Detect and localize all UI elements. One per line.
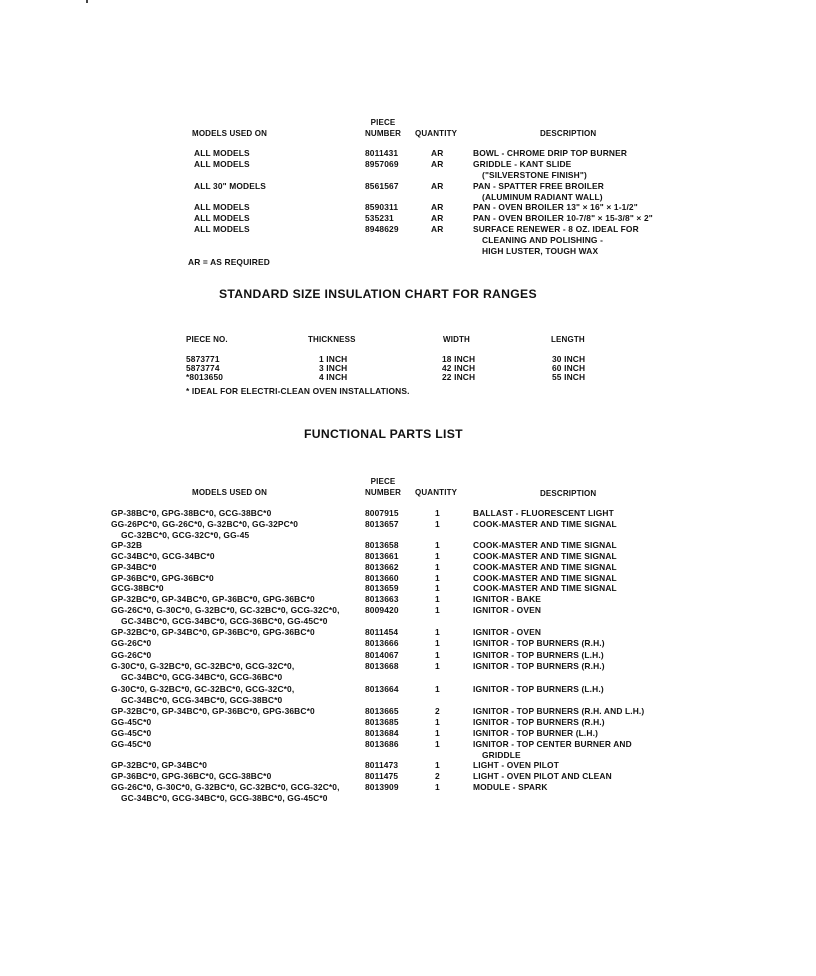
accessory-description: PAN - OVEN BROILER 13" × 16" × 1-1/2"	[473, 202, 638, 212]
fpl-quantity: 1	[435, 661, 440, 671]
fpl-part-number: 8013685	[365, 717, 399, 727]
insulation-width: 18 INCH	[442, 354, 476, 364]
fpl-quantity: 1	[435, 508, 440, 518]
fpl-quantity: 1	[435, 583, 440, 593]
fpl-quantity: 1	[435, 650, 440, 660]
fpl-description: IGNITOR - TOP BURNERS (L.H.)	[473, 650, 604, 660]
piece-header: PIECE	[370, 118, 396, 127]
fpl-models: GCG-38BC*0	[111, 583, 164, 593]
fpl-piece-header: PIECE	[370, 477, 396, 486]
fpl-description: IGNITOR - TOP BURNERS (L.H.)	[473, 684, 604, 694]
models-header: MODELS USED ON	[192, 129, 267, 138]
fpl-description: IGNITOR - OVEN	[473, 605, 542, 615]
accessory-description: PAN - SPATTER FREE BROILER	[473, 181, 604, 191]
functional-title: FUNCTIONAL PARTS LIST	[304, 427, 463, 441]
insulation-length: 30 INCH	[552, 354, 586, 364]
accessory-model: ALL MODELS	[194, 213, 250, 223]
fpl-description: IGNITOR - TOP BURNER (L.H.)	[473, 728, 599, 738]
width-header: WIDTH	[443, 335, 470, 344]
fpl-description-header: DESCRIPTION	[540, 489, 597, 498]
fpl-models: GG-26C*0, G-30C*0, G-32BC*0, GC-32BC*0, GCG-32C*0,	[111, 605, 340, 615]
fpl-description: BALLAST - FLUORESCENT LIGHT	[473, 508, 614, 518]
fpl-models: GG-26PC*0, GG-26C*0, G-32BC*0, GG-32PC*0	[111, 519, 299, 529]
fpl-models: GC-34BC*0, GCG-34BC*0	[111, 551, 215, 561]
fpl-description: IGNITOR - TOP BURNERS (R.H.)	[473, 717, 605, 727]
fpl-part-number: 8013666	[365, 638, 399, 648]
fpl-quantity: 1	[435, 605, 440, 615]
insulation-piece-no: 5873774	[186, 363, 220, 373]
accessory-part-number: 8957069	[365, 159, 399, 169]
accessory-description: (ALUMINUM RADIANT WALL)	[482, 192, 603, 202]
fpl-part-number: 8011454	[365, 627, 399, 637]
fpl-models-header: MODELS USED ON	[192, 488, 267, 497]
fpl-part-number: 8013657	[365, 519, 399, 529]
fpl-quantity: 1	[435, 782, 440, 792]
insulation-width: 42 INCH	[442, 363, 476, 373]
fpl-part-number: 8013659	[365, 583, 399, 593]
fpl-models: GC-34BC*0, GCG-34BC*0, GCG-38BC*0	[121, 695, 283, 705]
length-header: LENGTH	[551, 335, 585, 344]
fpl-quantity: 1	[435, 562, 440, 572]
accessory-description: HIGH LUSTER, TOUGH WAX	[482, 246, 599, 256]
accessory-part-number: 535231	[365, 213, 394, 223]
fpl-part-number: 8013662	[365, 562, 399, 572]
accessory-quantity: AR	[431, 159, 444, 169]
fpl-part-number: 8013663	[365, 594, 399, 604]
accessory-model: ALL MODELS	[194, 159, 250, 169]
accessory-quantity: AR	[431, 148, 444, 158]
accessory-description: GRIDDLE - KANT SLIDE	[473, 159, 572, 169]
accessory-model: ALL MODELS	[194, 224, 250, 234]
fpl-models: GG-26C*0, G-30C*0, G-32BC*0, GC-32BC*0, GCG-32C*0,	[111, 782, 340, 792]
fpl-quantity: 1	[435, 760, 440, 770]
fpl-models: GP-32BC*0, GP-34BC*0, GP-36BC*0, GPG-36BC*0	[111, 627, 315, 637]
fpl-quantity: 1	[435, 717, 440, 727]
fpl-quantity: 1	[435, 638, 440, 648]
fpl-models: G-30C*0, G-32BC*0, GC-32BC*0, GCG-32C*0,	[111, 684, 295, 694]
accessory-description: PAN - OVEN BROILER 10-7/8" × 15-3/8" × 2"	[473, 213, 653, 223]
insulation-thickness: 1 INCH	[319, 354, 348, 364]
fpl-models: GG-45C*0	[111, 717, 152, 727]
fpl-description: COOK-MASTER AND TIME SIGNAL	[473, 573, 617, 583]
insulation-piece-no: 5873771	[186, 354, 220, 364]
accessory-part-number: 8011431	[365, 148, 399, 158]
fpl-models: GP-32BC*0, GP-34BC*0, GP-36BC*0, GPG-36BC*0	[111, 594, 315, 604]
accessory-description: SURFACE RENEWER - 8 OZ. IDEAL FOR	[473, 224, 639, 234]
fpl-quantity: 1	[435, 551, 440, 561]
fpl-quantity: 1	[435, 739, 440, 749]
fpl-models: GC-34BC*0, GCG-34BC*0, GCG-36BC*0, GG-45C*0	[121, 616, 328, 626]
fpl-description: IGNITOR - OVEN	[473, 627, 542, 637]
fpl-quantity: 1	[435, 519, 440, 529]
insulation-thickness: 3 INCH	[319, 363, 348, 373]
fpl-description: GRIDDLE	[482, 750, 521, 760]
fpl-part-number: 8013661	[365, 551, 399, 561]
fpl-description: LIGHT - OVEN PILOT	[473, 760, 559, 770]
accessory-quantity: AR	[431, 213, 444, 223]
fpl-part-number: 8014067	[365, 650, 399, 660]
fpl-models: GP-36BC*0, GPG-36BC*0, GCG-38BC*0	[111, 771, 272, 781]
fpl-part-number: 8013686	[365, 739, 399, 749]
accessory-quantity: AR	[431, 181, 444, 191]
insulation-width: 22 INCH	[442, 372, 476, 382]
fpl-description: LIGHT - OVEN PILOT AND CLEAN	[473, 771, 612, 781]
fpl-description: IGNITOR - TOP BURNERS (R.H.)	[473, 638, 605, 648]
fpl-description: IGNITOR - TOP BURNERS (R.H.)	[473, 661, 605, 671]
fpl-description: MODULE - SPARK	[473, 782, 548, 792]
fpl-quantity: 1	[435, 684, 440, 694]
fpl-description: IGNITOR - BAKE	[473, 594, 542, 604]
accessory-model: ALL 30" MODELS	[194, 181, 266, 191]
fpl-models: GG-45C*0	[111, 728, 152, 738]
accessory-part-number: 8590311	[365, 202, 399, 212]
accessory-quantity: AR	[431, 202, 444, 212]
insulation-piece-no: *8013650	[186, 372, 224, 382]
fpl-part-number: 8009420	[365, 605, 399, 615]
accessory-description: BOWL - CHROME DRIP TOP BURNER	[473, 148, 628, 158]
fpl-number-header: NUMBER	[364, 488, 401, 497]
fpl-quantity: 1	[435, 627, 440, 637]
accessory-description: ("SILVERSTONE FINISH")	[482, 170, 587, 180]
piece-no-header: PIECE NO.	[186, 335, 228, 344]
insulation-length: 55 INCH	[552, 372, 586, 382]
fpl-quantity: 1	[435, 594, 440, 604]
fpl-part-number: 8011475	[365, 771, 399, 781]
fpl-description: COOK-MASTER AND TIME SIGNAL	[473, 583, 617, 593]
accessory-model: ALL MODELS	[194, 202, 250, 212]
insulation-thickness: 4 INCH	[319, 372, 348, 382]
fpl-part-number: 8013664	[365, 684, 399, 694]
quantity-header: QUANTITY	[415, 129, 458, 138]
insulation-length: 60 INCH	[552, 363, 586, 373]
fpl-description: COOK-MASTER AND TIME SIGNAL	[473, 551, 617, 561]
fpl-models: GG-26C*0	[111, 650, 152, 660]
fpl-models: GC-32BC*0, GCG-32C*0, GG-45	[121, 530, 250, 540]
fpl-part-number: 8007915	[365, 508, 399, 518]
fpl-quantity: 1	[435, 728, 440, 738]
fpl-part-number: 8013684	[365, 728, 399, 738]
fpl-part-number: 8013668	[365, 661, 399, 671]
fpl-description: COOK-MASTER AND TIME SIGNAL	[473, 519, 617, 529]
insulation-title: STANDARD SIZE INSULATION CHART FOR RANGES	[219, 287, 537, 301]
accessory-part-number: 8561567	[365, 181, 399, 191]
insulation-note: * IDEAL FOR ELECTRI-CLEAN OVEN INSTALLATIONS.	[186, 386, 410, 396]
fpl-quantity: 2	[435, 771, 440, 781]
corner-mark	[86, 0, 88, 3]
fpl-description: IGNITOR - TOP CENTER BURNER AND	[473, 739, 632, 749]
fpl-quantity: 2	[435, 706, 440, 716]
thickness-header: THICKNESS	[308, 335, 356, 344]
fpl-description: COOK-MASTER AND TIME SIGNAL	[473, 562, 617, 572]
fpl-models: G-30C*0, G-32BC*0, GC-32BC*0, GCG-32C*0,	[111, 661, 295, 671]
fpl-models: GP-32BC*0, GP-34BC*0	[111, 760, 208, 770]
fpl-part-number: 8013658	[365, 540, 399, 550]
fpl-quantity: 1	[435, 540, 440, 550]
fpl-part-number: 8013665	[365, 706, 399, 716]
fpl-description: IGNITOR - TOP BURNERS (R.H. AND L.H.)	[473, 706, 645, 716]
accessory-part-number: 8948629	[365, 224, 399, 234]
accessory-description: CLEANING AND POLISHING -	[482, 235, 604, 245]
number-header: NUMBER	[364, 129, 401, 138]
fpl-models: GC-34BC*0, GCG-34BC*0, GCG-38BC*0, GG-45C*0	[121, 793, 328, 803]
fpl-part-number: 8013909	[365, 782, 399, 792]
fpl-models: GP-38BC*0, GPG-38BC*0, GCG-38BC*0	[111, 508, 272, 518]
fpl-part-number: 8013660	[365, 573, 399, 583]
ar-note: AR = AS REQUIRED	[188, 257, 270, 267]
fpl-part-number: 8011473	[365, 760, 399, 770]
fpl-models: GP-32B	[111, 540, 143, 550]
accessory-model: ALL MODELS	[194, 148, 250, 158]
description-header: DESCRIPTION	[540, 129, 597, 138]
fpl-models: GP-32BC*0, GP-34BC*0, GP-36BC*0, GPG-36BC*0	[111, 706, 315, 716]
accessory-quantity: AR	[431, 224, 444, 234]
fpl-models: GG-45C*0	[111, 739, 152, 749]
fpl-models: GC-34BC*0, GCG-34BC*0, GCG-36BC*0	[121, 672, 283, 682]
fpl-quantity: 1	[435, 573, 440, 583]
fpl-description: COOK-MASTER AND TIME SIGNAL	[473, 540, 617, 550]
fpl-quantity-header: QUANTITY	[415, 488, 458, 497]
fpl-models: GP-34BC*0	[111, 562, 157, 572]
fpl-models: GG-26C*0	[111, 638, 152, 648]
fpl-models: GP-36BC*0, GPG-36BC*0	[111, 573, 214, 583]
